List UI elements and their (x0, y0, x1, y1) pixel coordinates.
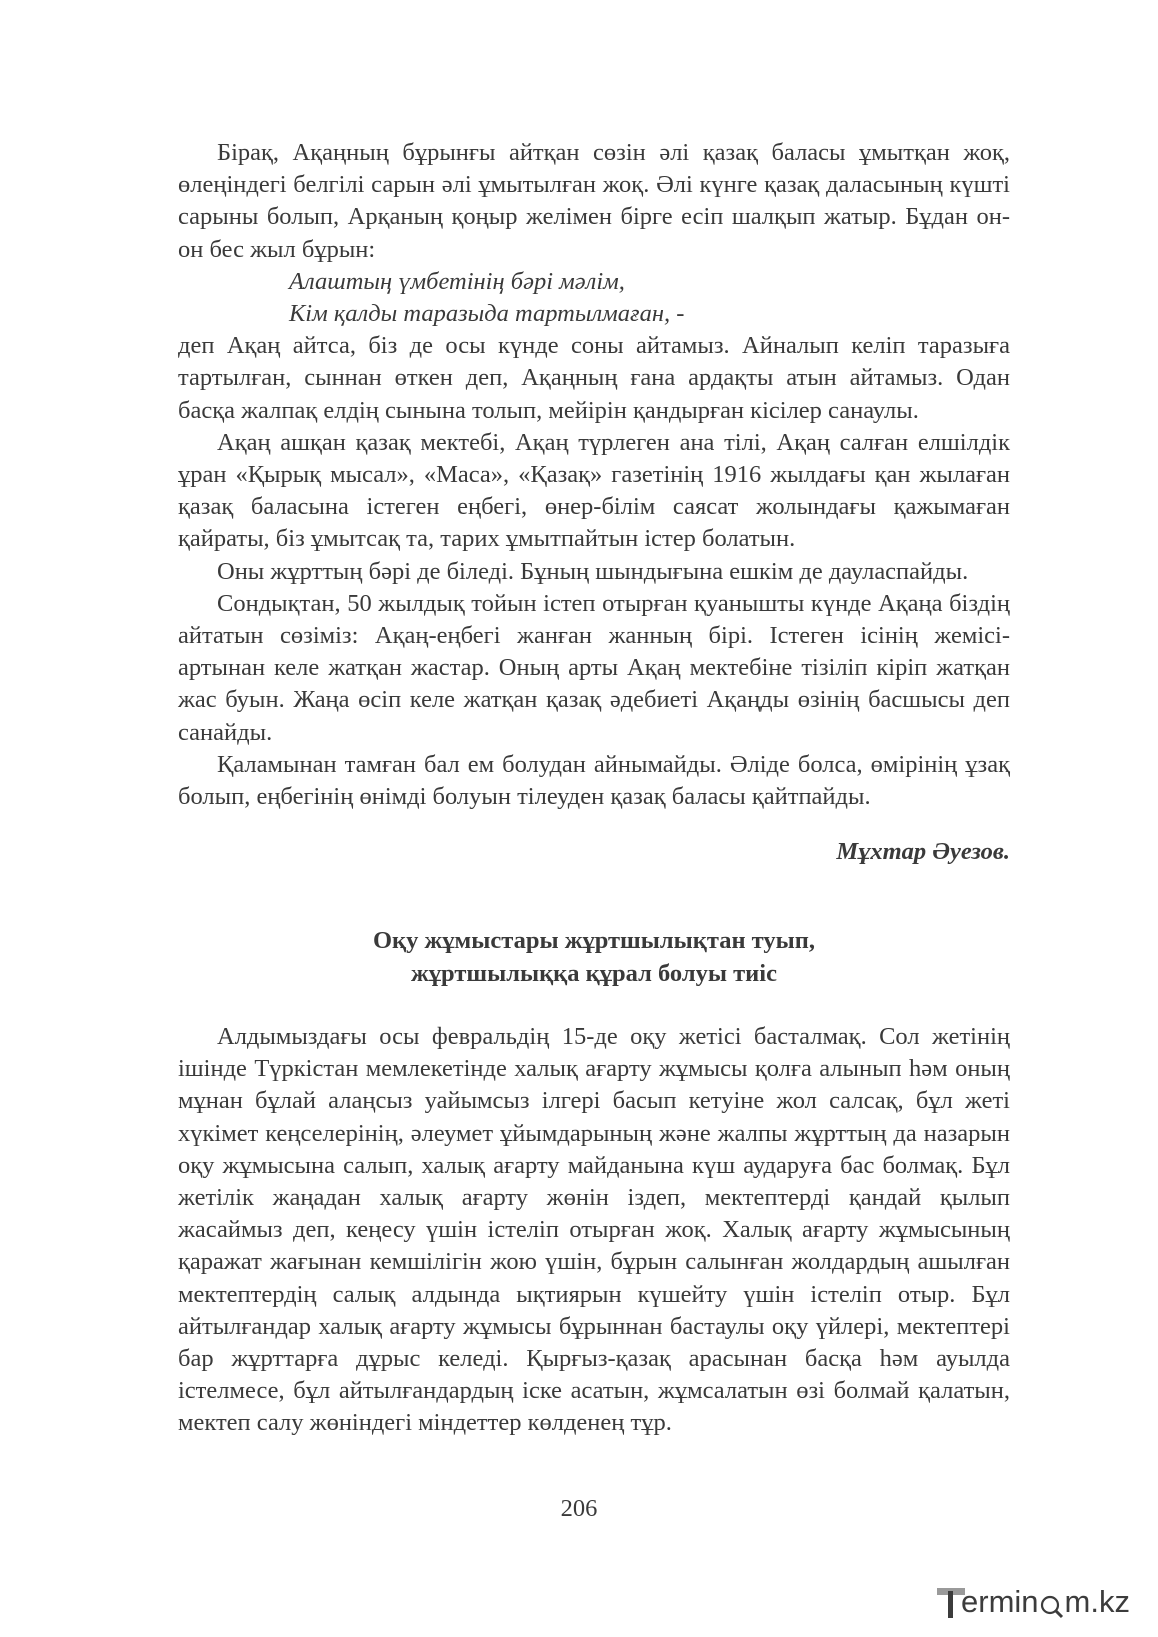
termincom-watermark-logo (939, 1584, 1139, 1624)
page-number: 206 (560, 1495, 598, 1522)
section-education-article (178, 1021, 1010, 1440)
heading-line-1: Оқу жұмыстары жұртшылықтан туып, (372, 927, 816, 954)
article-heading (178, 925, 1010, 990)
article-paragraph: Алдымыздағы осы февральдің 15-де оқу жетісі басталмақ. Сол жетінің ішінде Түркістан мемлекетінде халық ағарту жұмысы қолға алынып һәм оның мұнан бұлай алаңсыз уайымсыз ілгері басып кетуіне жол салсақ, бұл жеті хүкімет кеңселерінің, әлеумет ұйымдарының және жалпы жұрттың да назарын оқу жұмысына салып, халық ағарту майданына күш аударуға бас болмақ. Бұл жетілік жаңадан халық ағарту жөнін іздеп, мектептерді қандай қылып жасаймыз деп, кеңесу үшін істеліп отырған жоқ. Халық ағарту жұмысының қаражат жағынан кемшілігін жою үшін, бұрын салынған жолдардың ашылған мектептердің салық алдында ықтиярын күшейту үшін істеліп отыр. Бұл айтылғандар халық ағарту жұмысы бұрыннан бастаулы оқу үйлері, мектептері бар жұрттарға дұрыс келеді. Қырғыз-қазақ арасынан басқа һәм ауылда істелмесе, бұл айтылғандардың іске асатын, жұмсалатын өзі болмай қалатын, мектеп салу жөніндегі міндеттер көлденең тұр. (178, 1023, 1010, 1437)
paragraph-3: Оны жұрттың бәрі де біледі. Бұның шындығына ешкім де дауласпайды. (217, 557, 969, 585)
paragraph-2: Ақаң ашқан қазақ мектебі, Ақаң түрлеген ана тілі, Ақаң салған елшілдік ұран «Қырық мысал», «Маса», «Қазақ» газетінің 1916 жылдағы қан жылаған қазақ баласына істеген еңбегі, өнер-білім саясат жолындағы қажымаған қайраты, біз ұмытсақ та, тарих ұмытпайтын істер болатын. (178, 428, 1010, 553)
logo-t-stem (948, 1591, 953, 1618)
section-akan-tribute (178, 137, 1010, 868)
heading-line-2: жұртшылыққа құрал болуы тиіс (411, 959, 777, 987)
paragraph-1: Бірақ, Ақаңның бұрынғы айтқан сөзін әлі қазақ баласы ұмытқан жоқ, өлеңіндегі белгілі сарын әлі ұмытылған жоқ. Әлі күнге қазақ даласының күшті сарыны болып, Арқаның қоңыр желімен бірге есіп шалқып жатыр. Бұдан он-он бес жыл бұрын: (178, 139, 1010, 263)
logo-text-before: ermin (961, 1584, 1039, 1619)
paragraph-after-verse: деп Ақаң айтса, біз де осы күнде соны айтамыз. Айналып келіп таразыға тартылған, сыннан өткен деп, Ақаңның ғана ардақты атын айтамыз. Одан басқа жалпақ елдің сынына толып, мейірін қандырған кісілер санаулы. (178, 332, 1010, 424)
verse-line-2: Кім қалды таразыда тартылмаған, - (289, 300, 685, 328)
verse-line-1: Алаштың үмбетінің бәрі мәлім, (289, 267, 625, 295)
paragraph-4: Сондықтан, 50 жылдық тойын істеп отырған қуанышты күнде Ақаңа біздің айтатын сөзіміз: Ақаң-еңбегі жанған жанның бірі. Істеген ісінің жемісі-артынан келе жатқан жастар. Оның арты Ақаң мектебіне тізіліп кіріп жатқан жас буын. Жаңа өсіп келе жатқан қазақ әдебиеті Ақаңды өзінің басшысы деп санайды. (178, 589, 1010, 746)
author-signature: Мұхтар Әуезов. (836, 838, 1010, 866)
logo-text-after: m.kz (1064, 1584, 1130, 1619)
logo-text (961, 1584, 1130, 1620)
paragraph-5: Қаламынан тамған бал ем болудан айнымайды. Әліде болса, өмірінің ұзақ болып, еңбегінің өнімді болуын тілеуден қазақ баласы қайтпайды. (178, 750, 1010, 811)
magnifier-o-icon (1039, 1591, 1065, 1617)
